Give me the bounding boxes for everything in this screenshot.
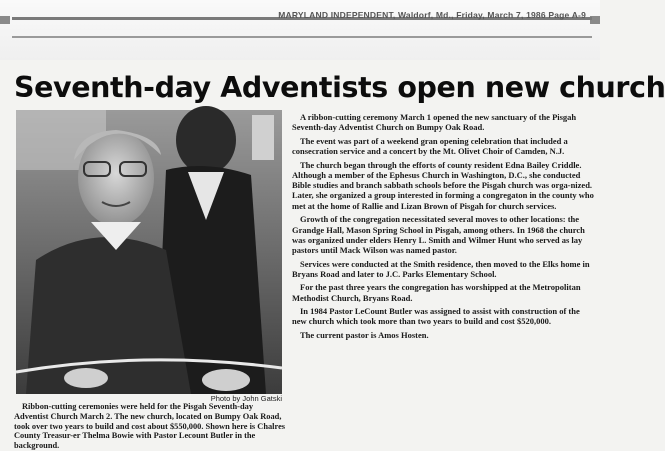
photo-credit: Photo by John Gatski xyxy=(210,394,282,403)
left-margin-mark xyxy=(0,16,10,24)
article-paragraph: The current pastor is Amos Hosten. xyxy=(300,329,429,340)
article-paragraph: In 1984 Pastor LeCount Butler was assigned to assist with construction of the new church which took more than two years to build and cost $520,000. xyxy=(292,306,580,327)
article-paragraph: A ribbon-cutting ceremony March 1 opened the new sanctuary of the Pisgah Seventh-day Adventist Church on Bumpy Oak Road. xyxy=(292,112,577,133)
photo-caption-text: Ribbon-cutting ceremonies were held for the Pisgah Seventh-day Adventist Church March 2. The new church, located on Bumpy Oak Road, took over two years to build and cost about $550,000. Shown here is Chalres County Treasur-er Thelma Bowie with Pastor Lecount Butler in the background. xyxy=(14,402,286,451)
masthead-dateline: MARYLAND INDEPENDENT, Waldorf, Md., Friday, March 7, 1986 Page A-9 xyxy=(278,10,586,20)
news-photo xyxy=(16,110,282,394)
photo-caption xyxy=(14,402,286,451)
newspaper-header-strip xyxy=(0,0,600,60)
article-paragraph: The event was part of a weekend gran opening celebration that included a consecration service and a concert by the Mt. Olivet Choir of Camden, N.J. xyxy=(292,135,568,157)
article-paragraph: Services were conducted at the Smith residence, then moved to the Elks home in Bryans Road and later to J.C. Parks Elementary School. xyxy=(292,258,590,279)
photo-illustration xyxy=(16,110,282,394)
article-headline: Seventh-day Adventists open new church xyxy=(14,71,665,104)
masthead-rule-lower xyxy=(12,36,592,38)
article-paragraph: The church began through the efforts of county resident Edna Bailey Criddle. Although a member of the Ephesus Church in Washington, D.C., she conducted Bible studies and branch sabbath schools before the Pisgah church was orga-nized. Later, she organized a group interested in forming a congregaton in the county who met at the home of Rallie and Lizan Brown of Pisgah for church services. xyxy=(292,159,594,211)
article-paragraph: For the past three years the congregation has worshipped at the Metropolitan Methodist Church, Bryans Road. xyxy=(292,282,581,303)
article-body xyxy=(292,112,594,343)
article-paragraph: Growth of the congregation necessitated several moves to other locations: the Grandge Hall, Mason Spring School in Pisgah, among others. In 1968 the church was organized under elders Henry L. Smith and Wilmer Hunt who served as lay pastors until Mack Wilson was named pastor. xyxy=(292,214,585,256)
